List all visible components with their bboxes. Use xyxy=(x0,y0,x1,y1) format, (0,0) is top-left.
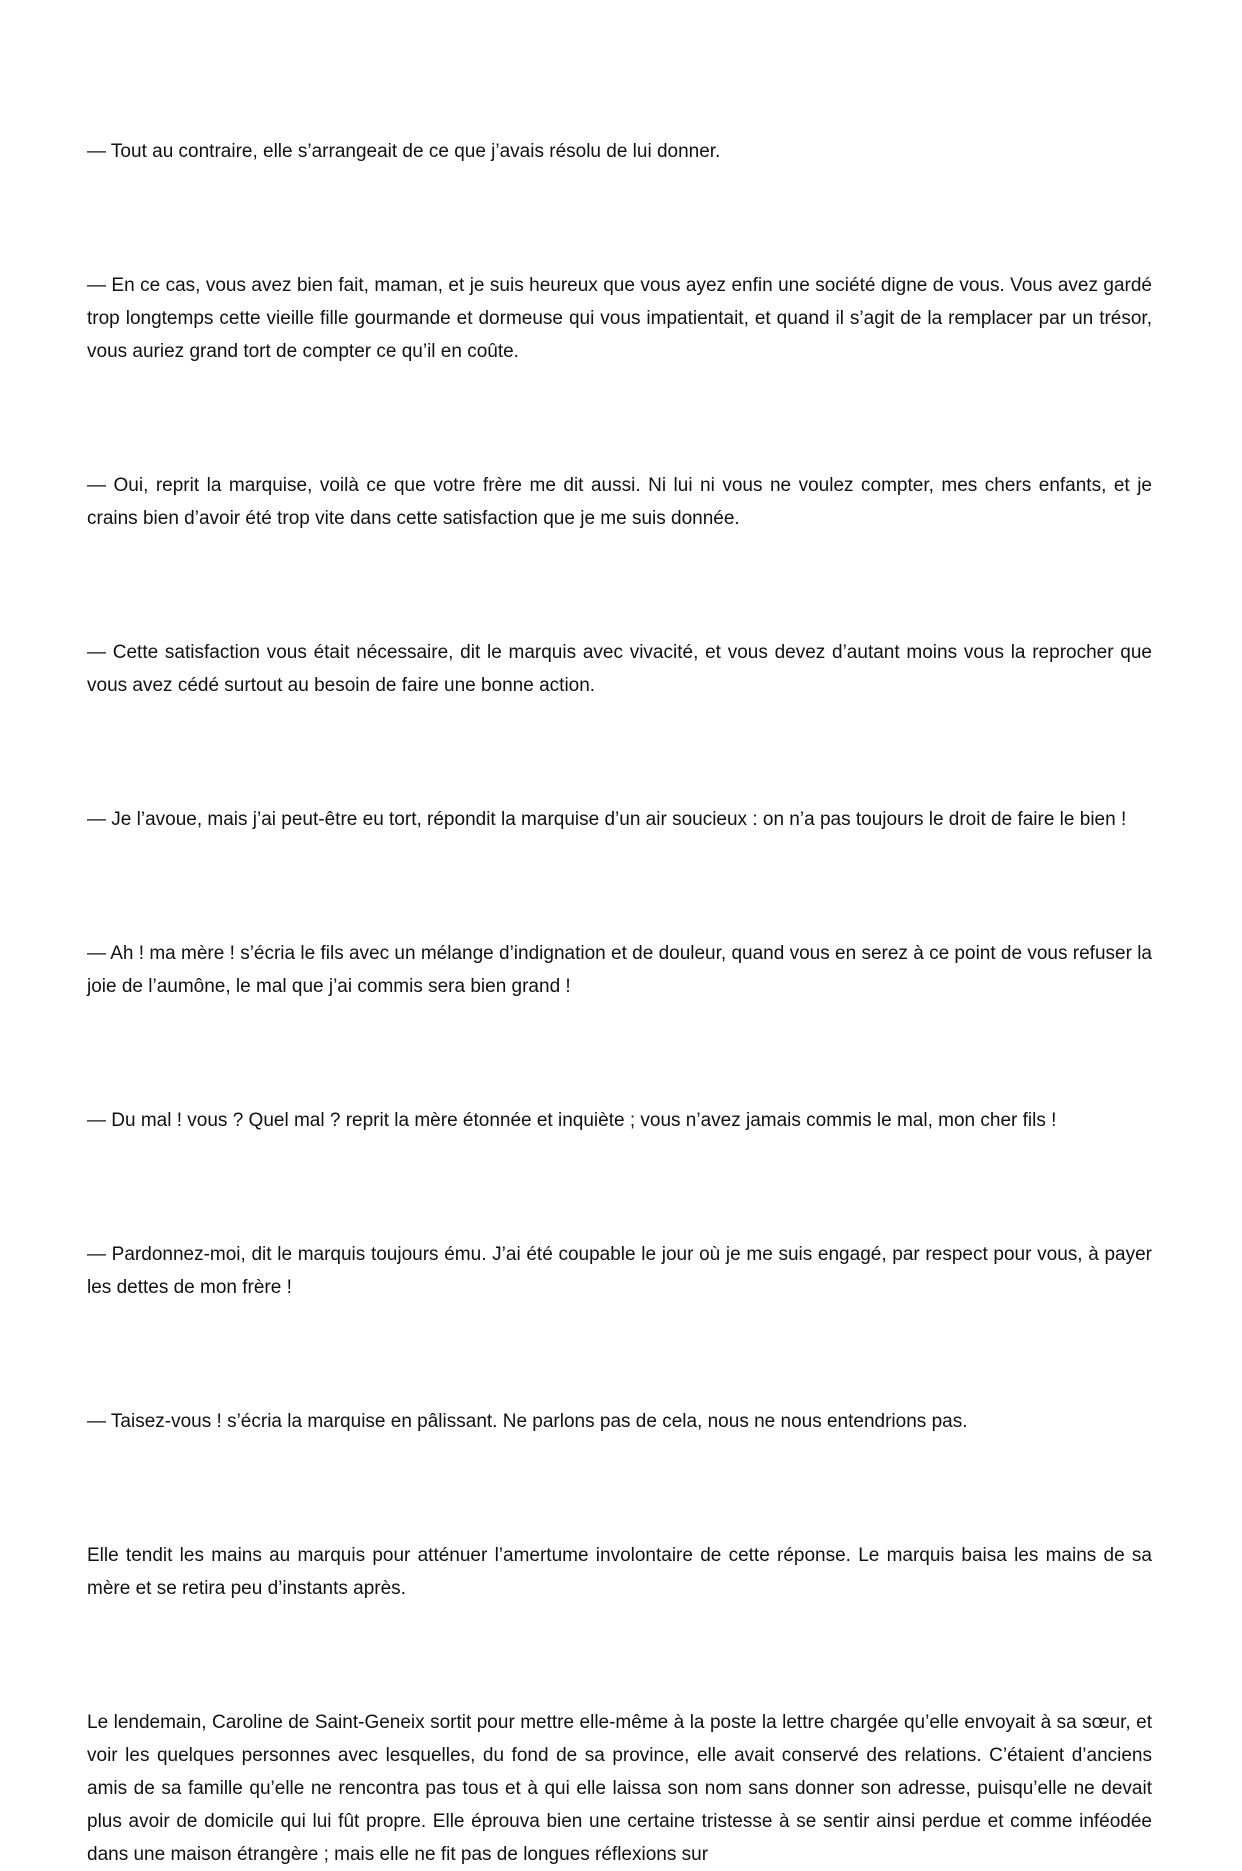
paragraph-11: Le lendemain, Caroline de Saint-Geneix sortit pour mettre elle-même à la poste la lettre chargée qu’elle envoyait à sa sœur, et voir les quelques personnes avec lesquelles, du fond de sa province, elle avait conservé des relations. C’étaient d’anciens amis de sa famille qu’elle ne rencontra pas tous et à qui elle laissa son nom sans donner son adresse, puisqu’elle ne devait plus avoir de domicile qui lui fût propre. Elle éprouva bien une certaine tristesse à se sentir ainsi perdue et comme inféodée dans une maison étrangère ; mais elle ne fit pas de longues réflexions sur xyxy=(87,1712,1152,1865)
paragraph-3: — Oui, reprit la marquise, voilà ce que votre frère me dit aussi. Ni lui ni vous ne voulez compter, mes chers enfants, et je crains bien d’avoir été trop vite dans cette satisfaction que je me suis donnée. xyxy=(87,475,1152,529)
paragraph-1: — Tout au contraire, elle s’arrangeait de ce que j’avais résolu de lui donner. xyxy=(87,141,721,162)
paragraph-7: — Du mal ! vous ? Quel mal ? reprit la mère étonnée et inquiète ; vous n’avez jamais commis le mal, mon cher fils ! xyxy=(87,1110,1057,1131)
paragraph-10: Elle tendit les mains au marquis pour atténuer l’amertume involontaire de cette réponse. Le marquis baisa les mains de sa mère et se retira peu d’instants après. xyxy=(87,1545,1152,1599)
text-column xyxy=(87,135,1152,1871)
paragraph-4: — Cette satisfaction vous était nécessaire, dit le marquis avec vivacité, et vous devez d’autant moins vous la reprocher que vous avez cédé surtout au besoin de faire une bonne action. xyxy=(87,642,1152,696)
paragraph-8: — Pardonnez-moi, dit le marquis toujours ému. J’ai été coupable le jour où je me suis engagé, par respect pour vous, à payer les dettes de mon frère ! xyxy=(87,1244,1152,1298)
paragraph-5: — Je l’avoue, mais j’ai peut-être eu tort, répondit la marquise d’un air soucieux : on n’a pas toujours le droit de faire le bien ! xyxy=(87,809,1127,830)
paragraph-9: — Taisez-vous ! s’écria la marquise en pâlissant. Ne parlons pas de cela, nous ne nous entendrions pas. xyxy=(87,1411,968,1432)
paragraph-2: — En ce cas, vous avez bien fait, maman, et je suis heureux que vous ayez enfin une société digne de vous. Vous avez gardé trop longtemps cette vieille fille gourmande et dormeuse qui vous impatientait, et quand il s’agit de la remplacer par un trésor, vous auriez grand tort de compter ce qu’il en coûte. xyxy=(87,275,1152,362)
paragraph-6: — Ah ! ma mère ! s’écria le fils avec un mélange d’indignation et de douleur, quand vous en serez à ce point de vous refuser la joie de l’aumône, le mal que j’ai commis sera bien grand ! xyxy=(87,943,1152,997)
